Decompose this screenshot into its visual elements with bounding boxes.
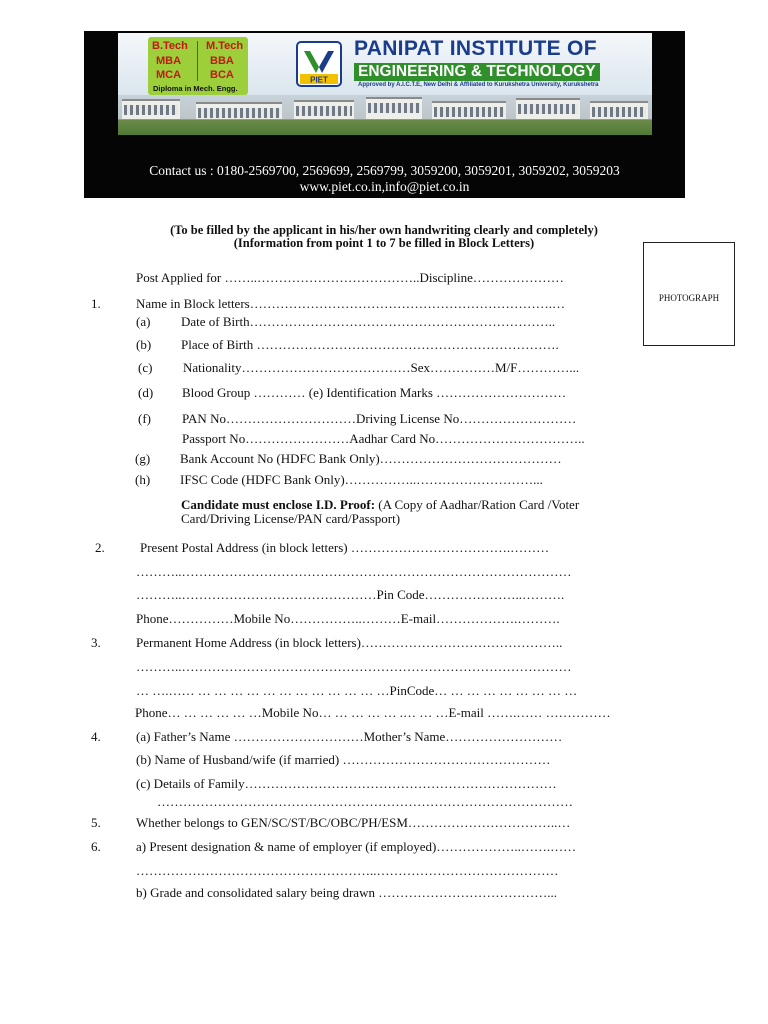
sub-mark: (d) xyxy=(138,385,154,400)
name-field[interactable]: Name in Block letters…………………………………………………………….… xyxy=(136,296,565,311)
item-number: 5. xyxy=(91,815,101,830)
family-details-line2[interactable]: …………………………………………………………………………………… xyxy=(157,794,573,809)
designation-line2[interactable]: ………………………………………………..…………………………………… xyxy=(136,863,559,878)
photograph-label: PHOTOGRAPH xyxy=(658,293,720,303)
parents-name-field[interactable]: (a) Father’s Name …………………………Mother’s Name……………………… xyxy=(136,729,563,744)
banner-image xyxy=(118,33,652,135)
course-divider xyxy=(197,41,198,81)
item-number: 6. xyxy=(91,839,101,854)
designation-field[interactable]: a) Present designation & name of employer (if employed)………………..…….…… xyxy=(136,839,577,854)
id-proof-note-line2: Card/Driving License/PAN card/Passport) xyxy=(181,511,401,526)
permanent-contact-field[interactable]: Phone… … … … … …Mobile No… … … … … .… … …E-mail …….…… …………… xyxy=(135,705,611,720)
item-number: 3. xyxy=(91,635,101,650)
blood-group-field[interactable]: Blood Group ………… (e) Identification Marks ………………………… xyxy=(182,385,567,400)
permanent-address-field[interactable]: Permanent Home Address (in block letters)……………………………………….. xyxy=(136,635,563,650)
sub-mark: (b) xyxy=(136,337,152,352)
course-mba: MBA xyxy=(156,55,182,67)
present-address-line2[interactable]: ………..……………………………………………………………………………… xyxy=(136,564,572,579)
campus-building xyxy=(196,102,282,119)
item-number: 4. xyxy=(91,729,101,744)
sub-mark: (g) xyxy=(135,451,151,466)
pob-field[interactable]: Place of Birth ……………………………………………………………. xyxy=(181,337,559,352)
campus-building xyxy=(516,98,580,119)
present-address-field[interactable]: Present Postal Address (in block letters) ……………………………….……… xyxy=(140,540,550,555)
sub-mark: (a) xyxy=(136,314,151,329)
header-banner xyxy=(84,31,685,198)
sub-mark: (c) xyxy=(138,360,153,375)
diploma-label: Diploma in Mech. Engg. xyxy=(153,84,238,93)
course-bca: BCA xyxy=(210,69,234,81)
nationality-sex-field[interactable]: Nationality…………………………………Sex……………M/F…………... xyxy=(183,360,580,375)
family-details-field[interactable]: (c) Details of Family……………………………………………………………… xyxy=(136,776,557,791)
instruction-line2: (Information from point 1 to 7 be filled in Block Letters) xyxy=(233,236,535,250)
piet-logo-icon xyxy=(296,41,342,87)
institute-name-line2: ENGINEERING & TECHNOLOGY xyxy=(354,63,600,81)
passport-aadhar-field[interactable]: Passport No……………………Aadhar Card No…………………………….. xyxy=(182,431,585,446)
permanent-pincode-field[interactable]: … ….…… … … … … … … … … … … … …PinCode… … … … … … … … … xyxy=(136,683,578,698)
dob-field[interactable]: Date of Birth…………………………………………………………….. xyxy=(181,314,556,329)
logo-text: PIET xyxy=(310,75,328,85)
ifsc-field[interactable]: IFSC Code (HDFC Bank Only)……………..………………………... xyxy=(180,472,543,487)
course-btech: B.Tech xyxy=(152,40,188,52)
course-mtech: M.Tech xyxy=(206,40,244,52)
campus-building xyxy=(122,99,180,119)
contact-web: www.piet.co.in,info@piet.co.in xyxy=(299,179,470,194)
course-mca: MCA xyxy=(156,69,182,81)
present-pincode-field[interactable]: ………..………………………………………Pin Code…………………..………. xyxy=(136,587,565,602)
sub-mark: (f) xyxy=(138,411,151,426)
contact-phones: Contact us : 0180-2569700, 2569699, 2569799, 3059200, 3059201, 3059202, 3059203 xyxy=(149,163,620,178)
item-number: 2. xyxy=(95,540,105,555)
campus-building xyxy=(294,100,354,119)
campus-building xyxy=(432,101,506,119)
pan-license-field[interactable]: PAN No…………………………Driving License No……………………… xyxy=(182,411,577,426)
sub-mark: (h) xyxy=(135,472,151,487)
category-field[interactable]: Whether belongs to GEN/SC/ST/BC/OBC/PH/ESM……………………………..… xyxy=(136,815,571,830)
salary-field[interactable]: b) Grade and consolidated salary being drawn …………………………………... xyxy=(136,885,557,900)
campus-building xyxy=(366,97,422,119)
permanent-address-line2[interactable]: ………..……………………………………………………………………………… xyxy=(136,659,572,674)
course-panel xyxy=(148,37,248,95)
present-contact-field[interactable]: Phone……………Mobile No……………..………E-mail……………….………. xyxy=(136,611,560,626)
campus-building xyxy=(590,101,648,119)
spouse-name-field[interactable]: (b) Name of Husband/wife (if married) ………………………………………… xyxy=(136,752,551,767)
institute-name-line1: PANIPAT INSTITUTE OF xyxy=(354,37,597,60)
id-proof-bold: Candidate must enclose I.D. Proof: xyxy=(181,497,376,512)
id-proof-text: (A Copy of Aadhar/Ration Card /Voter xyxy=(375,497,580,512)
bank-account-field[interactable]: Bank Account No (HDFC Bank Only)…………………………………… xyxy=(180,451,562,466)
post-applied-field[interactable]: Post Applied for ……..………………………………..Discipline………………… xyxy=(136,270,564,285)
course-bba: BBA xyxy=(210,55,234,67)
photograph-box[interactable] xyxy=(643,242,735,346)
approval-note: Approved by A.I.C.T.E, New Delhi & Affiliated to Kurukshetra University, Kurukshetra xyxy=(358,82,599,88)
item-number: 1. xyxy=(91,296,101,311)
instruction-line1: (To be filled by the applicant in his/her own handwriting clearly and completely) xyxy=(170,223,598,237)
campus-photo xyxy=(118,95,652,135)
id-proof-note xyxy=(181,497,579,512)
